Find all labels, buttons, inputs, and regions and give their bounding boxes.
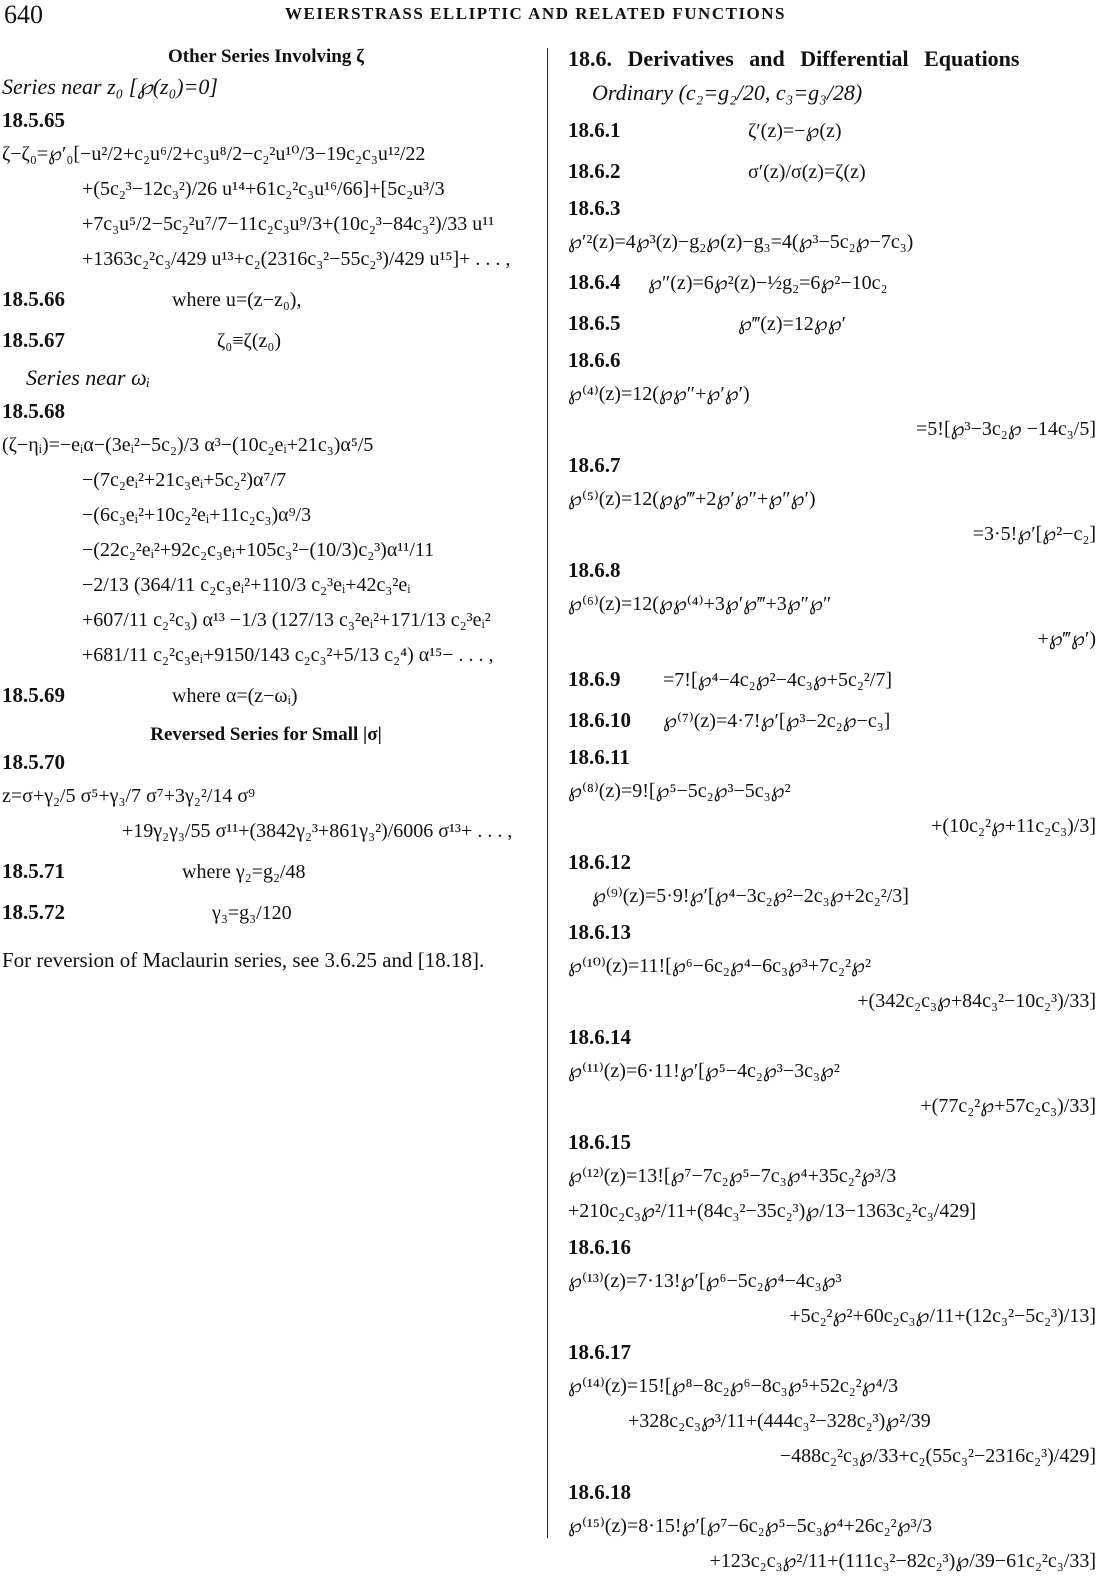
equation-number: 18.6.2 — [568, 159, 621, 183]
equation-18-6-15 — [568, 1130, 1096, 1229]
equation-line: +(5c₂³−12c₃²)/26 u¹⁴+61c₂²c₃u¹⁶/66]+[5c₂u³/3 — [82, 178, 445, 200]
equation-text: where α=(z−ωᵢ) — [172, 685, 298, 707]
equation-line: ℘⁽¹⁴⁾(z)=15![℘⁸−8c₂℘⁶−8c₃℘⁵+52c₂²℘⁴/3 — [568, 1375, 899, 1397]
equation-number: 18.5.70 — [2, 750, 65, 774]
equation-number: 18.5.68 — [2, 399, 65, 423]
section-heading-other-series: Other Series Involving ζ — [168, 46, 364, 67]
equation-text: ℘′²(z)=4℘³(z)−g₂℘(z)−g₃=4(℘³−5c₂℘−7c₃) — [568, 231, 914, 253]
equation-line: =5![℘³−3c₂℘ −14c₃/5] — [916, 418, 1096, 440]
equation-18-5-69 — [2, 679, 530, 714]
equation-text: ℘‴(z)=12℘℘′ — [738, 313, 847, 335]
equation-line: ℘⁽⁹⁾(z)=5·9!℘′[℘⁴−3c₂℘²−2c₃℘+2c₂²/3] — [592, 885, 909, 907]
equation-number: 18.6.10 — [568, 708, 631, 732]
equation-line: ℘⁽⁶⁾(z)=12(℘℘⁽⁴⁾+3℘′℘‴+3℘″℘″ — [568, 593, 832, 615]
equation-number: 18.6.3 — [568, 196, 621, 220]
equation-18-5-68 — [2, 399, 530, 673]
subheading-series-near-omega: Series near ωᵢ — [26, 365, 151, 390]
ordinary-definition: Ordinary (c₂=g₂/20, c₃=g₃/28) — [592, 80, 863, 105]
equation-number: 18.6.9 — [568, 667, 621, 691]
equation-number: 18.6.5 — [568, 311, 621, 335]
equation-line: ℘⁽⁵⁾(z)=12(℘℘‴+2℘′℘″+℘″℘′) — [568, 488, 816, 510]
equation-number: 18.6.11 — [568, 745, 630, 769]
page-number: 640 — [4, 0, 43, 29]
equation-18-6-12 — [568, 850, 1096, 914]
equation-line: +℘‴℘′) — [1037, 628, 1096, 650]
equation-number: 18.6.17 — [568, 1340, 631, 1364]
equation-text: ℘⁽⁷⁾(z)=4·7!℘′[℘³−2c₂℘−c₃] — [663, 710, 891, 732]
equation-line: −2/13 (364/11 c₂c₃eᵢ²+110/3 c₂³eᵢ+42c₃²eᵢ — [82, 574, 411, 596]
equation-18-6-17 — [568, 1340, 1096, 1474]
equation-18-5-66 — [2, 283, 530, 318]
equation-number: 18.6.16 — [568, 1235, 631, 1259]
equation-line: =3·5!℘′[℘²−c₂] — [972, 523, 1096, 545]
equation-line: +(10c₂²℘+11c₂c₃)/3] — [931, 815, 1096, 837]
subheading-series-near-z0: Series near z₀ [℘(z₀)=0] — [2, 74, 218, 99]
equation-18-6-2 — [568, 155, 1096, 190]
equation-18-6-5 — [568, 307, 1096, 342]
equation-18-6-6 — [568, 348, 1096, 447]
equation-line: −(22c₂²eᵢ²+92c₂c₃eᵢ+105c₃²−(10/3)c₂³)α¹¹/11 — [82, 539, 435, 561]
equation-text: =7![℘⁴−4c₂℘²−4c₃℘+5c₂²/7] — [663, 669, 893, 691]
equation-18-6-11 — [568, 745, 1096, 844]
equation-18-6-3 — [568, 196, 1096, 260]
section-heading-reversed-series: Reversed Series for Small |σ| — [150, 724, 382, 745]
left-column — [2, 44, 530, 974]
equation-line: +1363c₂²c₃/429 u¹³+c₂(2316c₃²−55c₂³)/429 u¹⁵]+ . . . , — [82, 248, 511, 270]
equation-line: +19γ₂γ₃/55 σ¹¹+(3842γ₂³+861γ₃²)/6006 σ¹³+ . . . , — [122, 820, 513, 842]
equation-line: ℘⁽¹²⁾(z)=13![℘⁷−7c₂℘⁵−7c₃℘⁴+35c₂²℘³/3 — [568, 1165, 897, 1187]
equation-text: where γ₂=g₂/48 — [182, 861, 306, 883]
equation-line: ℘⁽¹⁰⁾(z)=11![℘⁶−6c₂℘⁴−6c₃℘³+7c₂²℘² — [568, 955, 871, 977]
equation-18-6-16 — [568, 1235, 1096, 1334]
equation-18-5-65 — [2, 108, 530, 277]
equation-18-6-8 — [568, 558, 1096, 657]
equation-number: 18.5.66 — [2, 287, 65, 311]
equation-line: ζ−ζ₀=℘′₀[−u²/2+c₂u⁶/2+c₃u⁸/2−c₂²u¹⁰/3−19c₂c₃u¹²/22 — [2, 143, 426, 165]
equation-18-6-13 — [568, 920, 1096, 1019]
equation-number: 18.5.72 — [2, 900, 65, 924]
equation-number: 18.6.14 — [568, 1025, 631, 1049]
equation-line: +681/11 c₂²c₃eᵢ+9150/143 c₂c₃²+5/13 c₂⁴) α¹⁵− . . . , — [82, 644, 494, 666]
equation-line: +123c₂c₃℘²/11+(111c₃²−82c₂³)℘/39−61c₂²c₃/33] — [709, 1550, 1096, 1572]
equation-number: 18.6.7 — [568, 453, 621, 477]
running-title: WEIERSTRASS ELLIPTIC AND RELATED FUNCTIONS — [285, 4, 787, 23]
equation-18-6-9 — [568, 663, 1096, 698]
equation-18-5-70 — [2, 750, 530, 849]
equation-number: 18.6.4 — [568, 270, 621, 294]
equation-text: ℘″(z)=6℘²(z)−½g₂=6℘²−10c₂ — [648, 272, 888, 294]
column-divider — [547, 48, 548, 1538]
equation-18-6-4 — [568, 266, 1096, 301]
equation-18-6-7 — [568, 453, 1096, 552]
equation-line: ℘⁽¹³⁾(z)=7·13!℘′[℘⁶−5c₂℘⁴−4c₃℘³ — [568, 1270, 842, 1292]
equation-number: 18.6.13 — [568, 920, 631, 944]
equation-line: ℘⁽⁴⁾(z)=12(℘℘″+℘′℘′) — [568, 383, 750, 405]
section-heading-derivatives: 18.6. Derivatives and Differential Equations — [568, 46, 1020, 71]
equation-number: 18.6.1 — [568, 118, 621, 142]
equation-line: z=σ+γ₂/5 σ⁵+γ₃/7 σ⁷+3γ₂²/14 σ⁹ — [2, 785, 256, 807]
equation-line: +607/11 c₂²c₃) α¹³ −1/3 (127/13 c₃²eᵢ²+171/13 c₂³eᵢ² — [82, 609, 491, 631]
equation-line: +(77c₂²℘+57c₂c₃)/33] — [920, 1095, 1096, 1117]
equation-number: 18.6.15 — [568, 1130, 631, 1154]
equation-number: 18.5.65 — [2, 108, 65, 132]
right-column — [568, 44, 1096, 1585]
equation-text: where u=(z−z₀), — [172, 289, 302, 311]
equation-line: +7c₃u⁵/2−5c₂²u⁷/7−11c₂c₃u⁹/3+(10c₂³−84c₃²)/33 u¹¹ — [82, 213, 495, 235]
equation-line: (ζ−ηᵢ)=−eᵢα−(3eᵢ²−5c₂)/3 α³−(10c₂eᵢ+21c₃)α⁵/5 — [2, 434, 374, 456]
equation-18-6-14 — [568, 1025, 1096, 1124]
equation-text: γ₃=g₃/120 — [212, 902, 292, 924]
equation-18-6-10 — [568, 704, 1096, 739]
equation-line: −(6c₃eᵢ²+10c₂²eᵢ+11c₂c₃)α⁹/3 — [82, 504, 312, 526]
equation-text: ζ′(z)=−℘(z) — [748, 120, 842, 142]
equation-18-5-67 — [2, 324, 530, 359]
equation-text: σ′(z)/σ(z)=ζ(z) — [748, 161, 866, 183]
equation-number: 18.5.71 — [2, 859, 65, 883]
equation-number: 18.5.67 — [2, 328, 65, 352]
footnote-reversion: For reversion of Maclaurin series, see 3.6.25 and [18.18]. — [2, 948, 485, 972]
equation-18-6-1 — [568, 114, 1096, 149]
equation-number: 18.6.12 — [568, 850, 631, 874]
equation-number: 18.5.69 — [2, 683, 65, 707]
equation-line: ℘⁽¹¹⁾(z)=6·11!℘′[℘⁵−4c₂℘³−3c₃℘² — [568, 1060, 840, 1082]
equation-line: +(342c₂c₃℘+84c₃²−10c₂³)/33] — [857, 990, 1096, 1012]
equation-number: 18.6.8 — [568, 558, 621, 582]
equation-18-6-18 — [568, 1480, 1096, 1579]
equation-line: +5c₂²℘²+60c₂c₃℘/11+(12c₃²−5c₂³)/13] — [789, 1305, 1096, 1327]
equation-line: +328c₂c₃℘³/11+(444c₃²−328c₂³)℘²/39 — [628, 1410, 931, 1432]
equation-line: −488c₂²c₃℘/33+c₂(55c₃²−2316c₂³)/429] — [779, 1445, 1096, 1467]
equation-number: 18.6.18 — [568, 1480, 631, 1504]
equation-line: ℘⁽¹⁵⁾(z)=8·15!℘′[℘⁷−6c₂℘⁵−5c₃℘⁴+26c₂²℘³/3 — [568, 1515, 933, 1537]
equation-line: +210c₂c₃℘²/11+(84c₃²−35c₂³)℘/13−1363c₂²c₃/429] — [568, 1200, 976, 1222]
equation-18-5-71 — [2, 855, 530, 890]
equation-line: ℘⁽⁸⁾(z)=9![℘⁵−5c₂℘³−5c₃℘² — [568, 780, 791, 802]
equation-line: −(7c₂eᵢ²+21c₃eᵢ+5c₂²)α⁷/7 — [82, 469, 287, 491]
equation-18-5-72 — [2, 896, 530, 931]
equation-text: ζ₀≡ζ(z₀) — [217, 330, 281, 352]
equation-number: 18.6.6 — [568, 348, 621, 372]
